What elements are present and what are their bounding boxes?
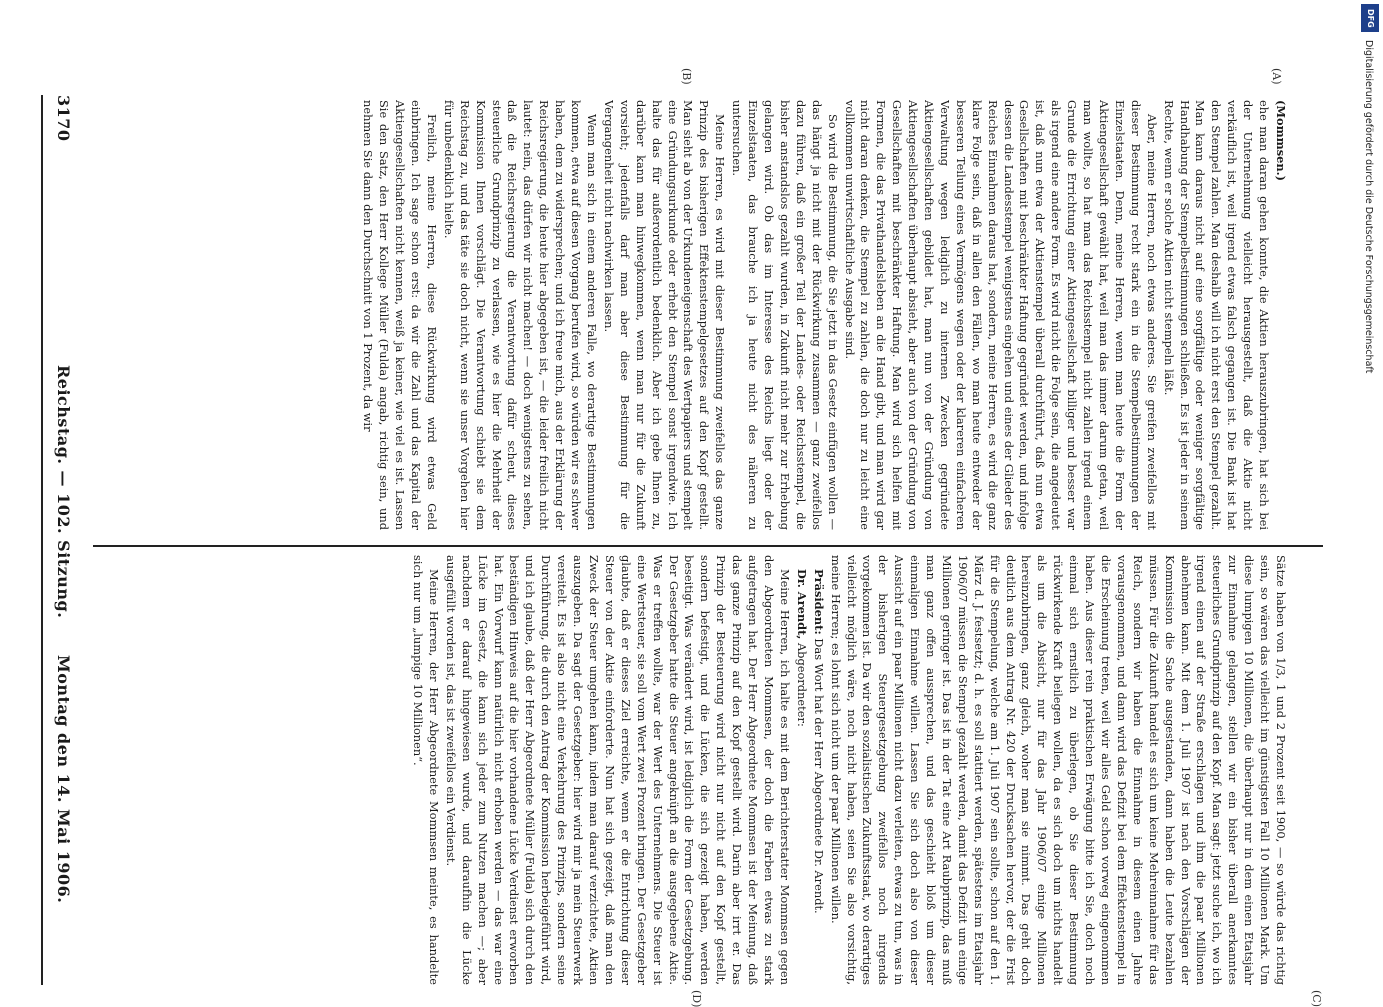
- margin-marker-b: (B): [680, 68, 693, 85]
- paragraph: Freilich, meine Herren, diese Rückwirkung wird etwas Geld einbringen. Ich sage schon erst: da wir die Zahl und das Kapital der Aktiengesellschaften nicht kennen, weiß ja keiner, wie viel es ist. Lassen Sie den Satz, den Herr Kollege Müller (Fulda) angab, richtig sein, und nehmen Sie dann den Durchschnitt von 1 Prozent, da wir: [361, 100, 439, 530]
- header-rule: [41, 95, 43, 985]
- column-divider: [93, 545, 1323, 547]
- page-header: [43, 95, 73, 925]
- margin-marker-a: (A): [1270, 68, 1283, 85]
- paragraph: Aber, meine Herren, noch etwas anderes. Sie greifen zweifellos mit dieser Bestimmung recht stark ein in die Stempelbestimmungen der Einzelstaaten. Denn, meine Herren, wenn man heute die Form der Aktiengesellschaft gewählt hat, weil man das immer darum getan, weil man wollte, so hat man das Reichsstempel nicht zahlen irgend einem Grunde die Errichtung einer Aktiengesellschaft billiger und besser war als irgend eine andere Form. Es wird nicht die Folge sein, die angedeutet ist, daß nun etwa der Aktienstempel überall durchführt, daß nun etwa Gesellschaften mit beschränkter Haftung gegründet werden, und infolge dessen die Landesstempel wenigstens eingehen und eines der Glieder des Reiches Einnahmen daraus hat, sondern, meine Herren, es wird die ganz klare Folge sein, daß in allen den Fällen, wo man heute entweder der besseren Teilung eines Vermögens wegen oder der klareren einfacheren Verwaltung wegen lediglich zu internen Zwecken gegründete Aktiengesellschaften gebildet hat, man nun von der Gründung von Aktiengesellschaften überhaupt absieht, aber auch von der Gründung von Gesellschaften mit beschränkter Haftung. Man wird sich helfen mit Formen, die das Privathandelsleben an die Hand gibt, und man wird gar nicht daran denken, die Stempel zu zahlen, die doch nur zu leicht eine vollkommen unwirtschaftliche Ausgabe sind.: [842, 100, 1159, 530]
- digitization-note: Digitalisierung gefördert durch die Deutsche Forschungsgemeinschaft: [1363, 40, 1374, 374]
- paragraph: Sätze haben von 1/3, 1 und 2 Prozent seit 1900, — so würde das richtig sein, so wären das vielleicht im günstigsten Fall 10 Millionen Mark. Um diese lumpigen 10 Millionen, die überhaupt nur in dem einen Etatsjahr zur Einnahme gelangen, stellen wir ein bisher überall anerkanntes steuerliches Grundprinzip auf den Kopf. Man sagt: jetzt suche ich, wo ich irgend einen auf der Straße erschlagen und ihm die paar Millionen abnehmen kann. Mit dem 1. Juli 1907 ist nach den Vorschlägen der Kommission die Sache ausgestanden, dann haben die Leute bezahlen müssen. Für die Zukunft handelt es sich um keine Mehreinnahme für das Reich, sondern wir haben die Einnahme in diesem einen Jahre vorausgenommen, und dann wird das Defizit bei dem Effektenstempel in die Erscheinung treten, weil wir alles Geld schon vorweg eingenommen haben. Aus dieser rein praktischen Erwägung bitte ich Sie, doch noch einmal sich ernstlich zu überlegen, ob Sie dieser Bestimmung rückwirkende Kraft beilegen wollen, da es sich doch um nichts handelt als um die Absicht, nur für das Jahr 1906/07 einige Millionen hereinzubringen, ganz gleich, woher man sie nimmt. Das geht doch deutlich aus dem Antrag Nr. 420 der Drucksachen hervor, der die Frist für die Stempelung, welche am 1. Juli 1907 sein sollte, schon auf den 1. März d. J. festsetzt; d. h. es soll stattiert werden, spätestens im Etatsjahr 1906/07 müssen die Stempel gezahlt werden, damit das Defizit um einige Millionen geringer ist. Das ist in der Tat eine Art Raubprinzip, das muß man ganz offen aussprechen, und das geschieht bloß um dieser einmaligen Einnahme willen. Lassen Sie sich doch also von dieser Aussicht auf ein paar Millionen nicht dazu verleiten, etwas zu tun, was in der bisherigen Steuergesetzgebung zweifellos noch nirgends vorgekommen ist. Da wir den sozialistischen Zukunftsstaat, wo derartiges vielleicht möglich wäre, noch nicht haben, seien Sie also vorsichtig, meine Herren; es lohnt sich nicht um der paar Millionen willen.: [828, 555, 1288, 985]
- left-column: [88, 100, 1288, 530]
- paragraph: Meine Herren, es wird mit dieser Bestimmung zweifellos das ganze Prinzip des bisherigen Effektenstempelgesetzes auf den Kopf gestellt. Man sieht ab von der Urkundeneigenschaft des Wertpapiers und stempelt eine Gründungsurkunde oder erhebt den Stempel sonst irgendwie. Ich halte das für außerordentlich bedenklich. Aber ich gebe Ihnen zu, darüber kann man hinwegkommen, wenn man nur für die Zukunft vorsieht; jedenfalls darf man aber diese Bestimmung für die Vergangenheit nicht nachwirken lassen.: [601, 100, 728, 530]
- right-column: [88, 555, 1288, 985]
- margin-marker-c: (C): [1310, 990, 1323, 1007]
- paragraph: Meine Herren, der Herr Abgeordnete Mommsen meinte, es handelte sich nur um „lumpige 10 Millionen“.: [411, 555, 441, 985]
- paragraph: Wenn man sich in einem anderen Falle, wo derartige Bestimmungen kommen, etwa auf diesen Vorgang berufen wird, so würden wir es schwer haben, dem zu widersprechen; und ich freue mich, aus der Erklärung der Reichsregierung, die heute hier abgegeben ist, — die leider freilich nicht lautet: nein, das dürfen wir nicht machen! — doch wenigstens zu sehen, daß die Reichsregierung die Verantwortung dafür scheut, dieses steuerliche Grundprinzip zu verlassen, wie es hier die Mehrheit der Kommission Ihnen vorschlägt. Die Verantwortung schiebt sie dem Reichstag zu, und das täte sie doch nicht, wenn sie unser Vorgehen hier für unbedenklich hielte.: [441, 100, 600, 530]
- paragraph: So wird die Bestimmung, die Sie jetzt in das Gesetz einfügen wollen — das hängt ja nicht mit der Rückwirkung zusammen — ganz zweifellos dazu führen, daß ein großer Teil der Landes- oder Reichsstempel, die bisher anstandslos gezahlt wurden, in Zukunft nicht mehr zur Erhebung gelangen wird. Ob das im Interesse des Reichs liegt oder der Einzelstaaten, das brauche ich ja heute nicht des näheren zu untersuchen.: [730, 100, 840, 530]
- president-remark: [810, 555, 826, 985]
- president-text: Das Wort hat der Herr Abgeordnete Dr. Arendt.: [811, 638, 826, 914]
- dfg-logo: DFG: [1361, 4, 1379, 32]
- margin-marker-d: (D): [690, 990, 703, 1007]
- speaker-tag: (Mommsen.): [1274, 100, 1288, 181]
- speaker-name: Dr. Arendt,: [794, 569, 809, 640]
- president-label: Präsident:: [811, 569, 826, 635]
- paragraph: Meine Herren, ich halte es mit dem Berichterstatter Mommsen gegen den Abgeordneten Mommsen, der doch die Farben etwas zu stark aufgetragen hat. Der Herr Abgeordnete Mommsen ist der Meinung, daß das ganze Prinzip auf den Kopf gestellt wird. Darin aber irrt er. Das Prinzip der Besteuerung wird nicht nur nicht auf den Kopf gestellt, sondern befestigt, und die Lücken, die sich gezeigt haben, werden beseitigt. Was verändert wird, ist lediglich die Form der Gesetzgebung. Der Gesetzgeber hatte die Steuer angeknüpft an die ausgegebene Aktie. Was er treffen wollte, war der Wert des Unternehmens. Die Steuer ist eine Wertsteuer, sie soll vom Wert zwei Prozent bringen. Der Gesetzgeber glaubte, daß er dieses Ziel erreichte, wenn er die Entrichtung dieser Steuer von der Aktie einforderte. Nun hat sich gezeigt, daß man den Zweck der Steuer umgehen kann, indem man darauf verzichtete, Aktien auszugeben. Da sagt der Gesetzgeber: hier wird mir ja mein Steuerwerk vereitelt. Es ist also nicht eine Verkehrung des Prinzips, sondern seine Durchführung, die durch den Antrag der Kommission herbeigeführt wird, und ich glaube, daß der Herr Abgeordnete Müller (Fulda) sich durch den beständigen Hinweis auf die hier vorhandene Lücke Verdienst erworben hat. Ein Vorwurf kann natürlich nicht erhoben werden — das war eine Lücke im Gesetz, die kann sich jeder zum Nutzen machen —; aber nachdem er darauf hingewiesen wurde, und daraufhin die Lücke ausgefüllt worden ist, das ist zweifellos ein Verdienst.: [443, 555, 792, 985]
- session-date: Montag den 14. Mai 1906.: [54, 655, 73, 904]
- arendt-intro: [793, 555, 809, 985]
- page-number: 3170: [54, 95, 73, 142]
- speaker-role: Abgeordneter:: [794, 642, 809, 727]
- session-title: Reichstag. — 102. Sitzung.: [54, 365, 73, 619]
- paragraph: ehe man daran gehen konnte, die Aktien herauszubringen, hat sich bei der Unternehmung vielleicht herausgestellt, daß die Aktie nicht verkäuflich ist, weil irgend etwas falsch gegangen ist. Die Bank ist hat den Stempel zahlen. Man deshalb will ich nicht erst den Stempel gezahlt. Man kann daraus nicht auf eine sorgfältige oder weniger sorgfältige Handhabung der Stempelbestimmungen schließen. Es ist jeder in seinem Rechte, wenn er solche Aktien nicht stempeln läßt.: [1161, 100, 1272, 530]
